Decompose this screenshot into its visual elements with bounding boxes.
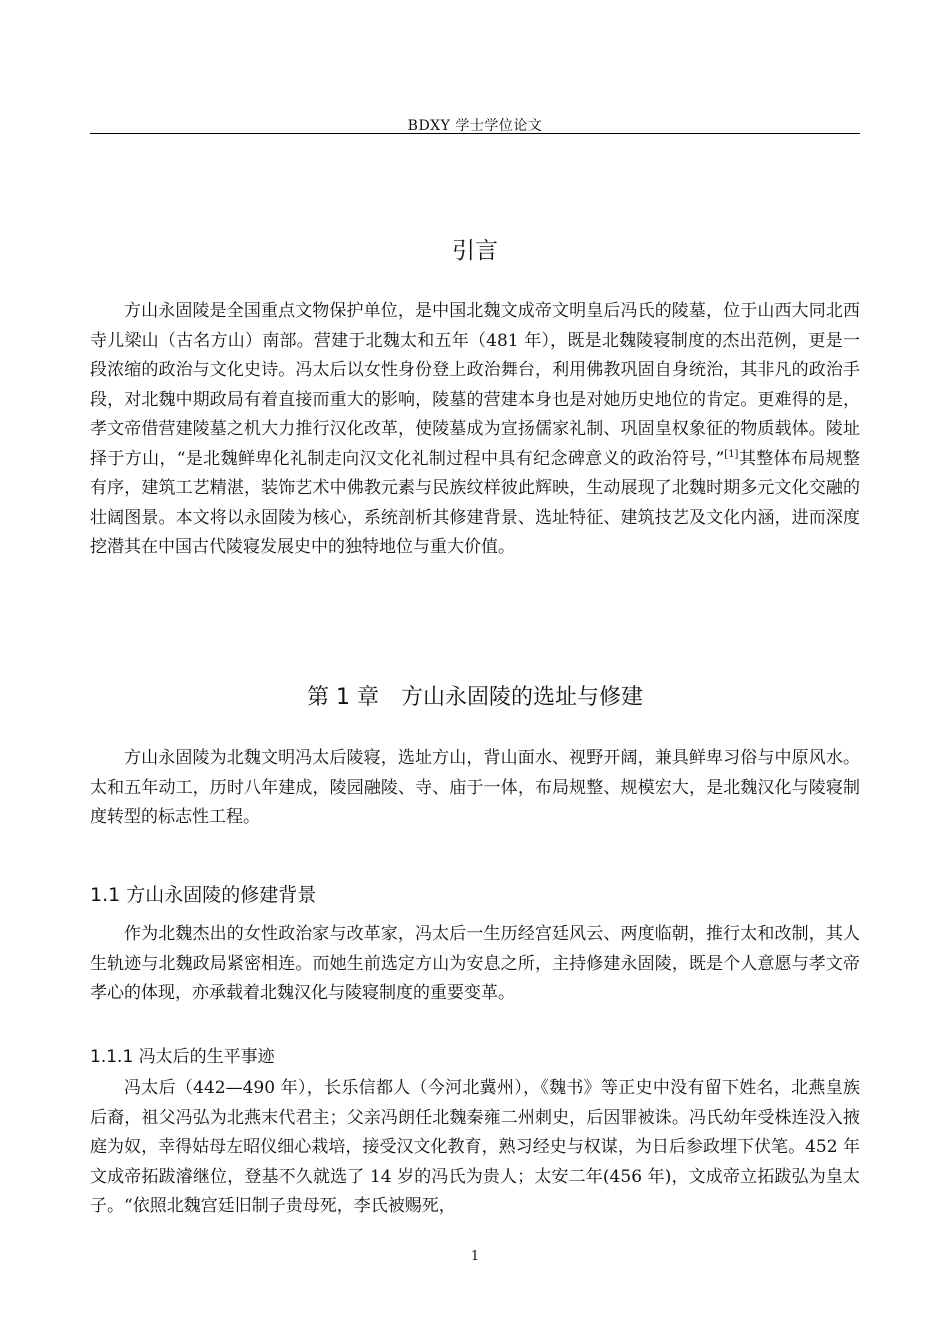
- section-1-1-heading: 1.1 方山永固陵的修建背景: [90, 884, 317, 906]
- intro-text-part-2: 其整体布局规整有序，建筑工艺精湛，装饰艺术中佛教元素与民族纹样彼此辉映，生动展现了北魏时期多元文化交融的壮阔图景。本文将以永固陵为核心，系统剖析其修建背景、选址特征、建筑技艺及文化内涵，进而深度挖潜其在中国古代陵寝发展史中的独特地位与重大价值。: [90, 448, 861, 557]
- introduction-paragraph: [90, 297, 860, 563]
- chapter-1-paragraph: 方山永固陵为北魏文明冯太后陵寝，选址方山，背山面水、视野开阔，兼具鲜卑习俗与中原风水。太和五年动工，历时八年建成，陵园融陵、寺、庙于一体，布局规整、规模宏大，是北魏汉化与陵寝制度转型的标志性工程。: [90, 748, 860, 827]
- section-1-1-1-paragraph: 冯太后（442—490 年），长乐信都人（今河北冀州），《魏书》等正史中没有留下姓名，北燕皇族后裔，祖父冯弘为北燕末代君主；父亲冯朗任北魏秦雍二州刺史，后因罪被诛。冯氏幼年受株连没入掖庭为奴，幸得姑母左昭仪细心栽培，接受汉文化教育，熟习经史与权谋，为日后参政埋下伏笔。452 年文成帝拓跋濬继位，登基不久就选了 14 岁的冯氏为贵人；太安二年(456 年)，文成帝立拓跋弘为皇太子。“依照北魏宫廷旧制子贵母死，李氏被赐死，: [90, 1078, 860, 1216]
- intro-text-part-1: 方山永固陵是全国重点文物保护单位，是中国北魏文成帝文明皇后冯氏的陵墓，位于山西大同北西寺儿梁山（古名方山）南部。营建于北魏太和五年（481 年），既是北魏陵寝制度的杰出范例，更是一段浓缩的政治与文化史诗。冯太后以女性身份登上政治舞台，利用佛教巩固自身统治，其非凡的政治手段，对北魏中期政局有着直接而重大的影响，陵墓的营建本身也是对她历史地位的肯定。更难得的是，孝文帝借营建陵墓之机大力推行汉化改革，使陵墓成为宣扬儒家礼制、巩固皇权象征的物质载体。陵址择于方山，“是北魏鲜卑化礼制走向汉文化礼制过程中具有纪念碑意义的政治符号，”: [90, 301, 860, 469]
- citation-marker: [1]: [724, 448, 739, 460]
- introduction-heading: 引言: [452, 238, 498, 264]
- section-1-1-1-heading: 1.1.1 冯太后的生平事迹: [90, 1047, 275, 1067]
- page-number: 1: [470, 1249, 480, 1264]
- chapter-1-heading: 第 1 章 方山永固陵的选址与修建: [307, 685, 643, 710]
- running-header: BDXY 学士学位论文: [407, 118, 543, 134]
- section-1-1-paragraph: 作为北魏杰出的女性政治家与改革家，冯太后一生历经宫廷风云、两度临朝，推行太和改制，其人生轨迹与北魏政局紧密相连。而她生前选定方山为安息之所，主持修建永固陵，既是个人意愿与孝文帝孝心的体现，亦承载着北魏汉化与陵寝制度的重要变革。: [90, 924, 860, 1003]
- header-rule: [90, 133, 860, 134]
